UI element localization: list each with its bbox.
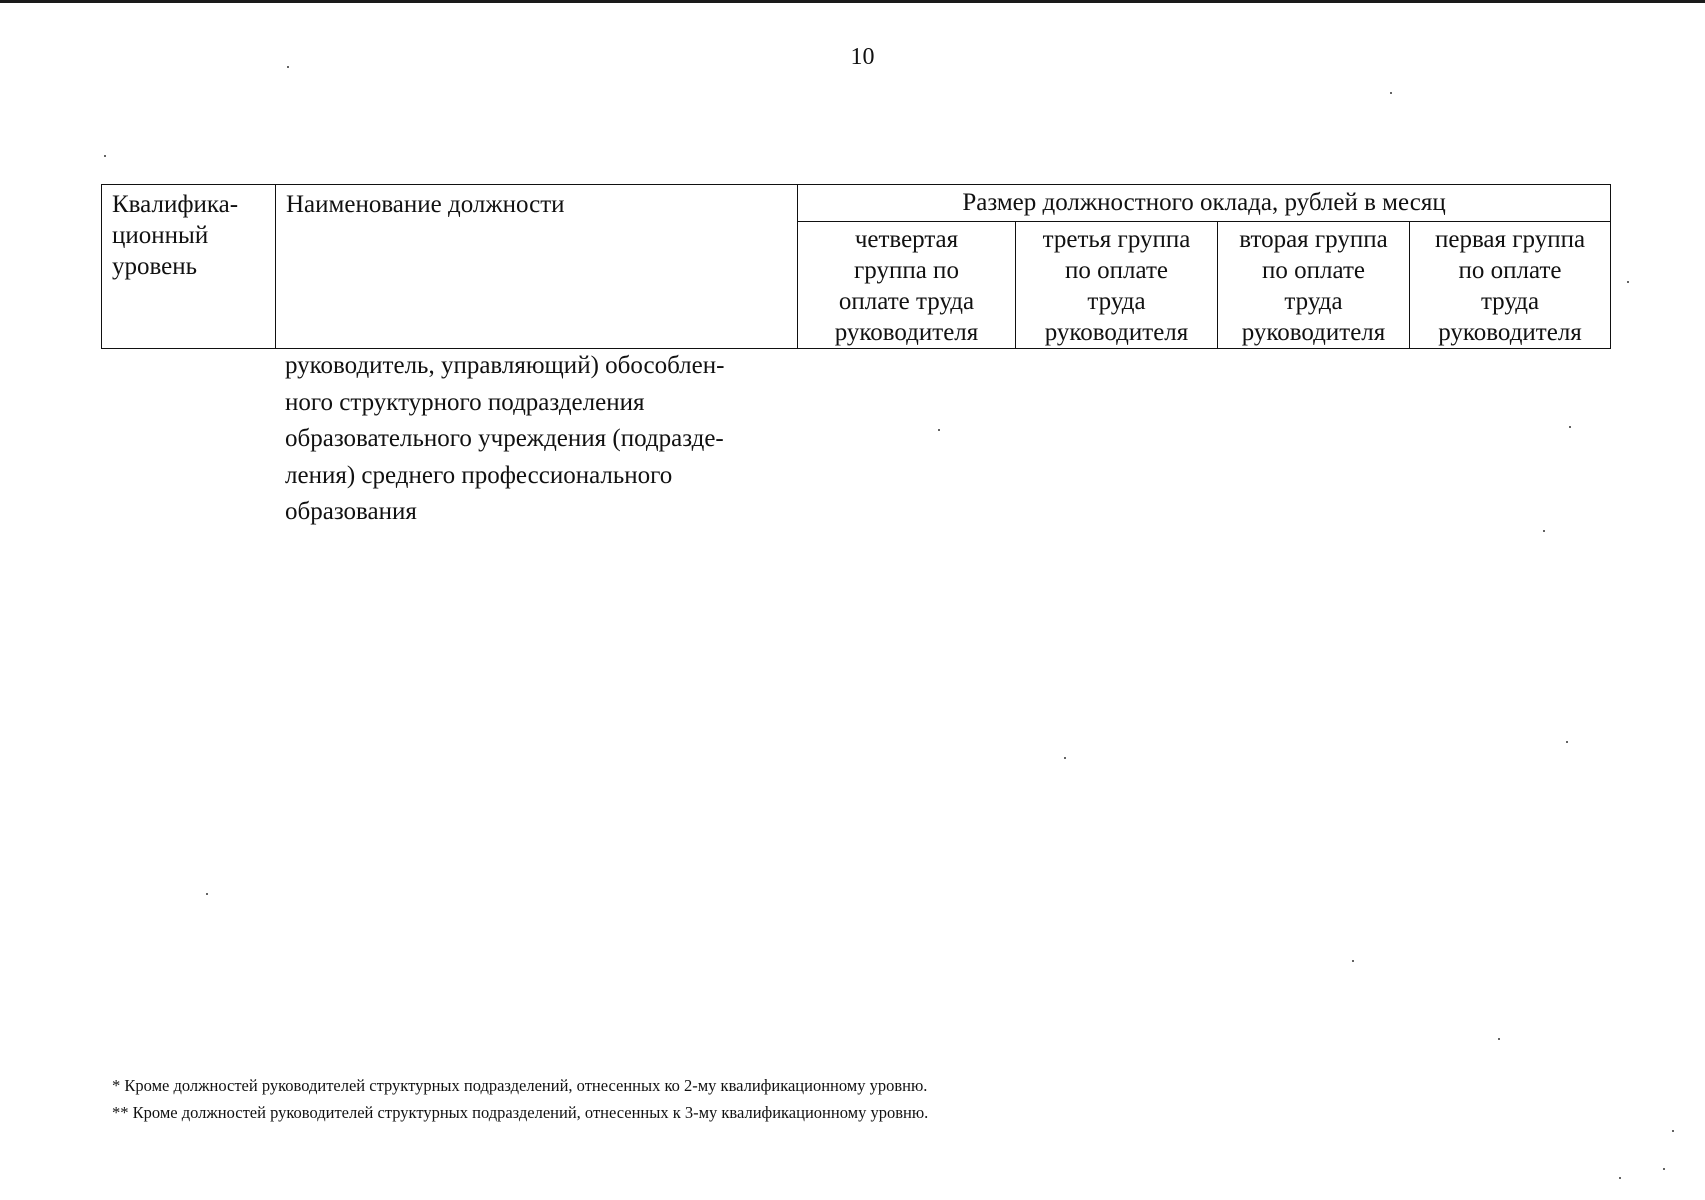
header-group-second bbox=[1218, 222, 1410, 349]
scan-speck bbox=[206, 893, 208, 895]
table-header-row bbox=[102, 185, 1611, 222]
footnote-1: * Кроме должностей руководителей структурных подразделений, отнесенных ко 2-му квалификационному уровню. bbox=[112, 1076, 928, 1095]
header-qualification-level-text: Квалифика- ционный уровень bbox=[112, 191, 239, 280]
scan-speck bbox=[1672, 1130, 1674, 1132]
scan-speck bbox=[1566, 741, 1568, 743]
header-group-fourth-text: четвертая группа по оплате труда руководителя bbox=[834, 226, 979, 346]
scan-speck bbox=[1498, 1038, 1500, 1040]
scan-top-edge bbox=[0, 0, 1705, 3]
header-group-first-text: первая группа по оплате труда руководителя bbox=[1434, 226, 1586, 346]
header-group-fourth bbox=[798, 222, 1016, 349]
scan-speck bbox=[1569, 426, 1571, 428]
header-qualification-level bbox=[102, 185, 276, 349]
header-position-name-text: Наименование должности bbox=[286, 191, 565, 218]
header-group-first bbox=[1410, 222, 1611, 349]
scan-speck bbox=[1543, 530, 1545, 532]
header-group-third-text: третья группа по оплате труда руководителя bbox=[1042, 226, 1191, 346]
salary-table bbox=[101, 184, 1611, 349]
header-position-name bbox=[276, 185, 798, 349]
scan-speck bbox=[287, 66, 289, 68]
footnotes bbox=[112, 1072, 928, 1126]
scan-speck bbox=[1663, 1168, 1665, 1170]
scan-speck bbox=[104, 155, 106, 157]
scan-speck bbox=[1390, 92, 1392, 94]
scan-speck bbox=[938, 429, 940, 431]
scan-speck bbox=[1619, 1177, 1621, 1179]
header-group-third bbox=[1016, 222, 1218, 349]
header-salary-size bbox=[798, 185, 1611, 222]
scan-speck bbox=[1627, 281, 1629, 283]
scan-speck bbox=[1352, 960, 1354, 962]
scan-speck bbox=[1064, 757, 1066, 759]
page-number: 10 bbox=[850, 44, 875, 70]
footnote-2: ** Кроме должностей руководителей структурных подразделений, отнесенных к 3-му квалификационному уровню. bbox=[112, 1103, 929, 1122]
position-name-continuation: руководитель, управляющий) обособлен- ного структурного подразделения образовательного учреждения (подразде- ления) среднего профессионального образования bbox=[285, 352, 725, 525]
header-salary-size-text: Размер должностного оклада, рублей в месяц bbox=[962, 189, 1446, 216]
header-group-second-text: вторая группа по оплате труда руководителя bbox=[1239, 226, 1388, 346]
